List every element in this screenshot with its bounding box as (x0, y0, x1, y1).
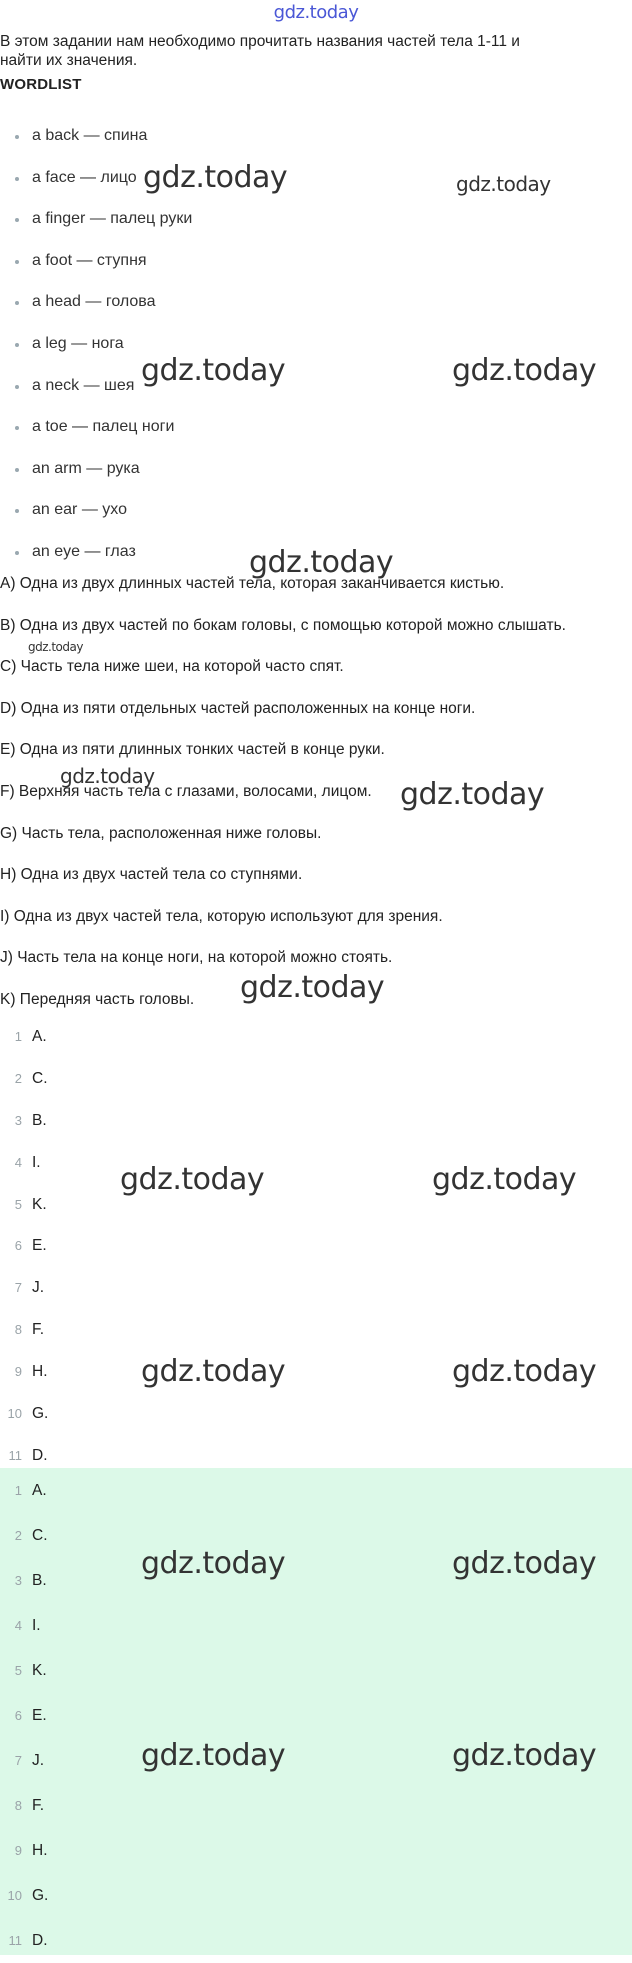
answer-number: 1 (14, 1029, 22, 1044)
site-logo[interactable]: gdz.today (273, 2, 359, 23)
answer-row (0, 1783, 632, 1828)
wordlist-item: a toe — палец ноги (0, 406, 192, 448)
answer-value: H. (32, 1842, 48, 1859)
intro-line-2: найти их значения. (0, 52, 138, 66)
clue-item: B) Одна из двух частей по бокам головы, с помощью которой можно слышать. (0, 616, 566, 634)
watermark: gdz.today (141, 1546, 286, 1581)
answer-number: 9 (14, 1364, 22, 1380)
clue-item: C) Часть тела ниже шеи, на которой часто спят. (0, 658, 344, 676)
intro-line-1: В этом задании нам необходимо прочитать названия частей тела 1-11 и (0, 33, 520, 50)
answer-number: 8 (14, 1798, 22, 1813)
answer-row (0, 1267, 632, 1309)
answer-value: D. (32, 1446, 48, 1464)
answer-block-highlighted (0, 1468, 632, 1955)
wordlist-item: an eye — глаз (0, 531, 192, 573)
answer-value: J. (32, 1752, 45, 1769)
clue-item: G) Часть тела, расположенная ниже головы. (0, 824, 322, 842)
answer-value: E. (32, 1707, 47, 1724)
answer-number: 5 (14, 1196, 22, 1212)
answer-value: B. (32, 1572, 47, 1589)
answer-row (0, 1016, 632, 1058)
answer-row (0, 1058, 632, 1100)
watermark: gdz.today (141, 1354, 286, 1389)
answer-value: C. (32, 1069, 48, 1087)
watermark: gdz.today (452, 1354, 597, 1389)
answer-number: 10 (7, 1406, 22, 1422)
watermark: gdz.today (456, 172, 551, 196)
watermark: gdz.today (141, 1738, 286, 1773)
clue-item: D) Одна из пяти отдельных частей расположенных на конце ноги. (0, 699, 476, 717)
answer-value: J. (32, 1279, 45, 1297)
answer-row (0, 1393, 632, 1435)
clue-item: E) Одна из пяти длинных тонких частей в конце руки. (0, 741, 385, 759)
answer-number: 2 (14, 1070, 22, 1086)
clue-item: K) Передняя часть головы. (0, 990, 195, 1008)
watermark: gdz.today (400, 777, 545, 812)
answer-number: 6 (14, 1238, 22, 1254)
answer-number: 3 (14, 1573, 22, 1588)
answer-row (0, 1603, 632, 1648)
answer-value: F. (32, 1321, 45, 1339)
wordlist-item: a foot — ступня (0, 240, 192, 282)
watermark: gdz.today (249, 545, 394, 580)
answer-number: 7 (14, 1280, 22, 1296)
watermark: gdz.today (28, 640, 83, 654)
answer-row (0, 1309, 632, 1351)
answer-value: K. (32, 1662, 47, 1679)
watermark: gdz.today (452, 1546, 597, 1581)
answer-number: 11 (8, 1933, 22, 1948)
answer-row (0, 1468, 632, 1513)
answer-row (0, 1648, 632, 1693)
wordlist-item: a leg — нога (0, 323, 192, 365)
answer-number: 11 (8, 1447, 22, 1463)
wordlist-item: a neck — шея (0, 365, 192, 407)
watermark: gdz.today (60, 764, 155, 788)
watermark: gdz.today (240, 970, 385, 1005)
wordlist-item: a finger — палец руки (0, 198, 192, 240)
answer-list (0, 1016, 632, 1477)
answer-value: D. (32, 1932, 48, 1949)
watermark: gdz.today (452, 1738, 597, 1773)
answer-value: B. (32, 1111, 47, 1129)
watermark: gdz.today (432, 1162, 577, 1197)
answer-number: 8 (14, 1322, 22, 1338)
answer-value: A. (32, 1028, 47, 1045)
answer-number: 10 (7, 1888, 22, 1903)
answer-row (0, 1828, 632, 1873)
answer-value: E. (32, 1237, 47, 1255)
wordlist-item: a back — спина (0, 115, 192, 157)
answer-value: C. (32, 1527, 48, 1544)
watermark: gdz.today (452, 353, 597, 388)
answer-row (0, 1100, 632, 1142)
answer-value: H. (32, 1363, 48, 1381)
answer-value: G. (32, 1405, 49, 1423)
answer-number: 4 (14, 1154, 22, 1170)
answer-row (0, 1693, 632, 1738)
wordlist-item: a head — голова (0, 281, 192, 323)
wordlist-item: a face — лицо (0, 157, 192, 199)
watermark: gdz.today (141, 353, 286, 388)
answer-value: I. (32, 1153, 41, 1171)
answer-number: 5 (14, 1663, 22, 1678)
clue-item: A) Одна из двух длинных частей тела, которая заканчивается кистью. (0, 575, 505, 592)
answer-number: 1 (14, 1483, 22, 1498)
wordlist-item: an arm — рука (0, 448, 192, 490)
answer-row (0, 1225, 632, 1267)
answer-value: A. (32, 1482, 47, 1499)
answer-number: 7 (14, 1753, 22, 1768)
wordlist-item: an ear — ухо (0, 489, 192, 531)
answer-row (0, 1873, 632, 1918)
answer-number: 2 (14, 1528, 22, 1543)
clue-item: J) Часть тела на конце ноги, на которой можно стоять. (0, 949, 393, 967)
answer-value: F. (32, 1797, 45, 1814)
answer-number: 3 (14, 1112, 22, 1128)
clue-item: I) Одна из двух частей тела, которую используют для зрения. (0, 907, 443, 925)
answer-number: 6 (14, 1708, 22, 1723)
answer-value: I. (32, 1617, 41, 1634)
wordlist-heading: WORDLIST (0, 76, 82, 93)
answer-number: 4 (14, 1618, 22, 1633)
answer-row (0, 1918, 632, 1963)
clue-item: H) Одна из двух частей тела со ступнями. (0, 866, 303, 884)
intro-text (0, 32, 632, 66)
answer-value: K. (32, 1195, 47, 1213)
clue-item: F) Верхняя часть тела с глазами, волосами, лицом. (0, 782, 372, 800)
watermark: gdz.today (120, 1162, 265, 1197)
watermark: gdz.today (143, 160, 288, 195)
answer-value: G. (32, 1887, 49, 1904)
answer-number: 9 (14, 1843, 22, 1858)
